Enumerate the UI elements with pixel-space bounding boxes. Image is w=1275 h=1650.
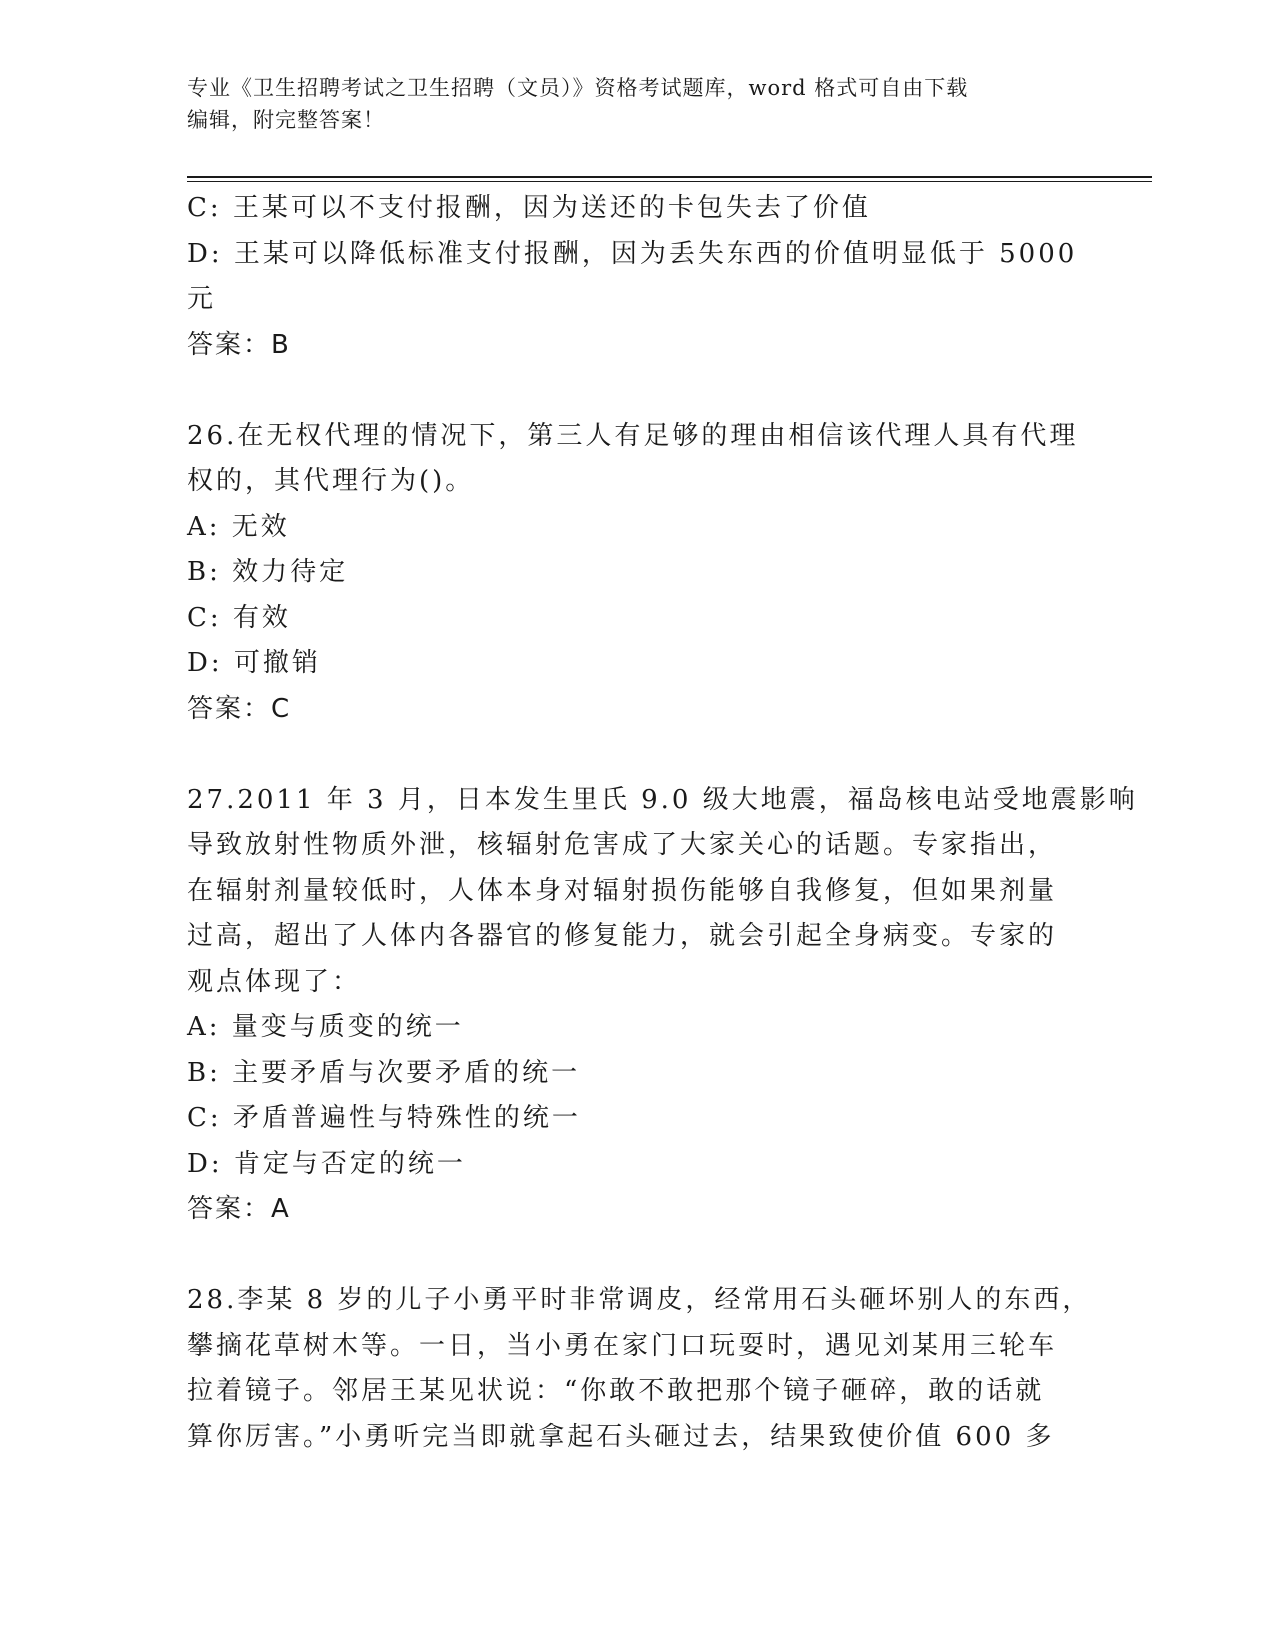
header-line-2: 编辑，附完整答案！ (187, 108, 385, 132)
option-d: D: 可撤销 (187, 648, 321, 678)
option-d: D: 王某可以降低标准支付报酬，因为丢失东西的价值明显低于 5000 (187, 238, 1078, 269)
option-d: D: 肯定与否定的统一 (187, 1148, 466, 1179)
option-a: A: 量变与质变的统一 (187, 1012, 464, 1042)
question-stem: 权的，其代理行为()。 (187, 466, 475, 496)
question-stem: 观点体现了： (187, 966, 362, 997)
spacer (187, 368, 1087, 414)
answer: 答案：C (187, 693, 292, 724)
question-25-tail (187, 186, 1087, 368)
document-header (187, 72, 1067, 136)
question-content (187, 186, 1138, 1460)
question-stem: 在辐射剂量较低时，人体本身对辐射损伤能够自我修复，但如果剂量 (187, 875, 1058, 906)
answer: 答案：B (187, 329, 291, 360)
spacer (187, 1233, 1087, 1279)
option-c: C: 王某可以不支付报酬，因为送还的卡包失去了价值 (187, 193, 871, 223)
option-c: C: 有效 (187, 602, 291, 633)
question-stem: 28.李某 8 岁的儿子小勇平时非常调皮，经常用石头砸坏别人的东西， (187, 1285, 1092, 1315)
option-b: B: 主要矛盾与次要矛盾的统一 (187, 1057, 581, 1088)
question-stem: 攀摘花草树木等。一日，当小勇在家门口玩耍时，遇见刘某用三轮车 (187, 1330, 1058, 1361)
option-a: A: 无效 (187, 511, 290, 542)
question-stem: 过高，超出了人体内各器官的修复能力，就会引起全身病变。专家的 (187, 921, 1058, 951)
option-b: B: 效力待定 (187, 557, 349, 587)
header-rule-thick (187, 176, 1152, 178)
question-27 (187, 778, 1138, 1233)
question-stem: 算你厉害。”小勇听完当即就拿起石头砸过去，结果致使价值 600 多 (187, 1421, 1055, 1452)
option-c: C: 矛盾普遍性与特殊性的统一 (187, 1103, 581, 1133)
header-line-1: 专业《卫生招聘考试之卫生招聘（文员）》资格考试题库，word 格式可自由下载 (187, 76, 969, 100)
option-d-continued: 元 (187, 284, 217, 314)
question-stem: 导致放射性物质外泄，核辐射危害成了大家关心的话题。专家指出， (187, 830, 1058, 860)
question-26 (187, 414, 1087, 733)
answer: 答案：A (187, 1194, 291, 1224)
question-stem: 27.2011 年 3 月，日本发生里氏 9.0 级大地震，福岛核电站受地震影响 (187, 784, 1138, 815)
question-stem: 26.在无权代理的情况下，第三人有足够的理由相信该代理人具有代理 (187, 420, 1079, 451)
question-stem: 拉着镜子。邻居王某见状说：“你敢不敢把那个镜子砸碎，敢的话就 (187, 1376, 1045, 1406)
question-28 (187, 1278, 1092, 1460)
header-rule-thin (187, 181, 1152, 182)
spacer (187, 732, 1087, 778)
